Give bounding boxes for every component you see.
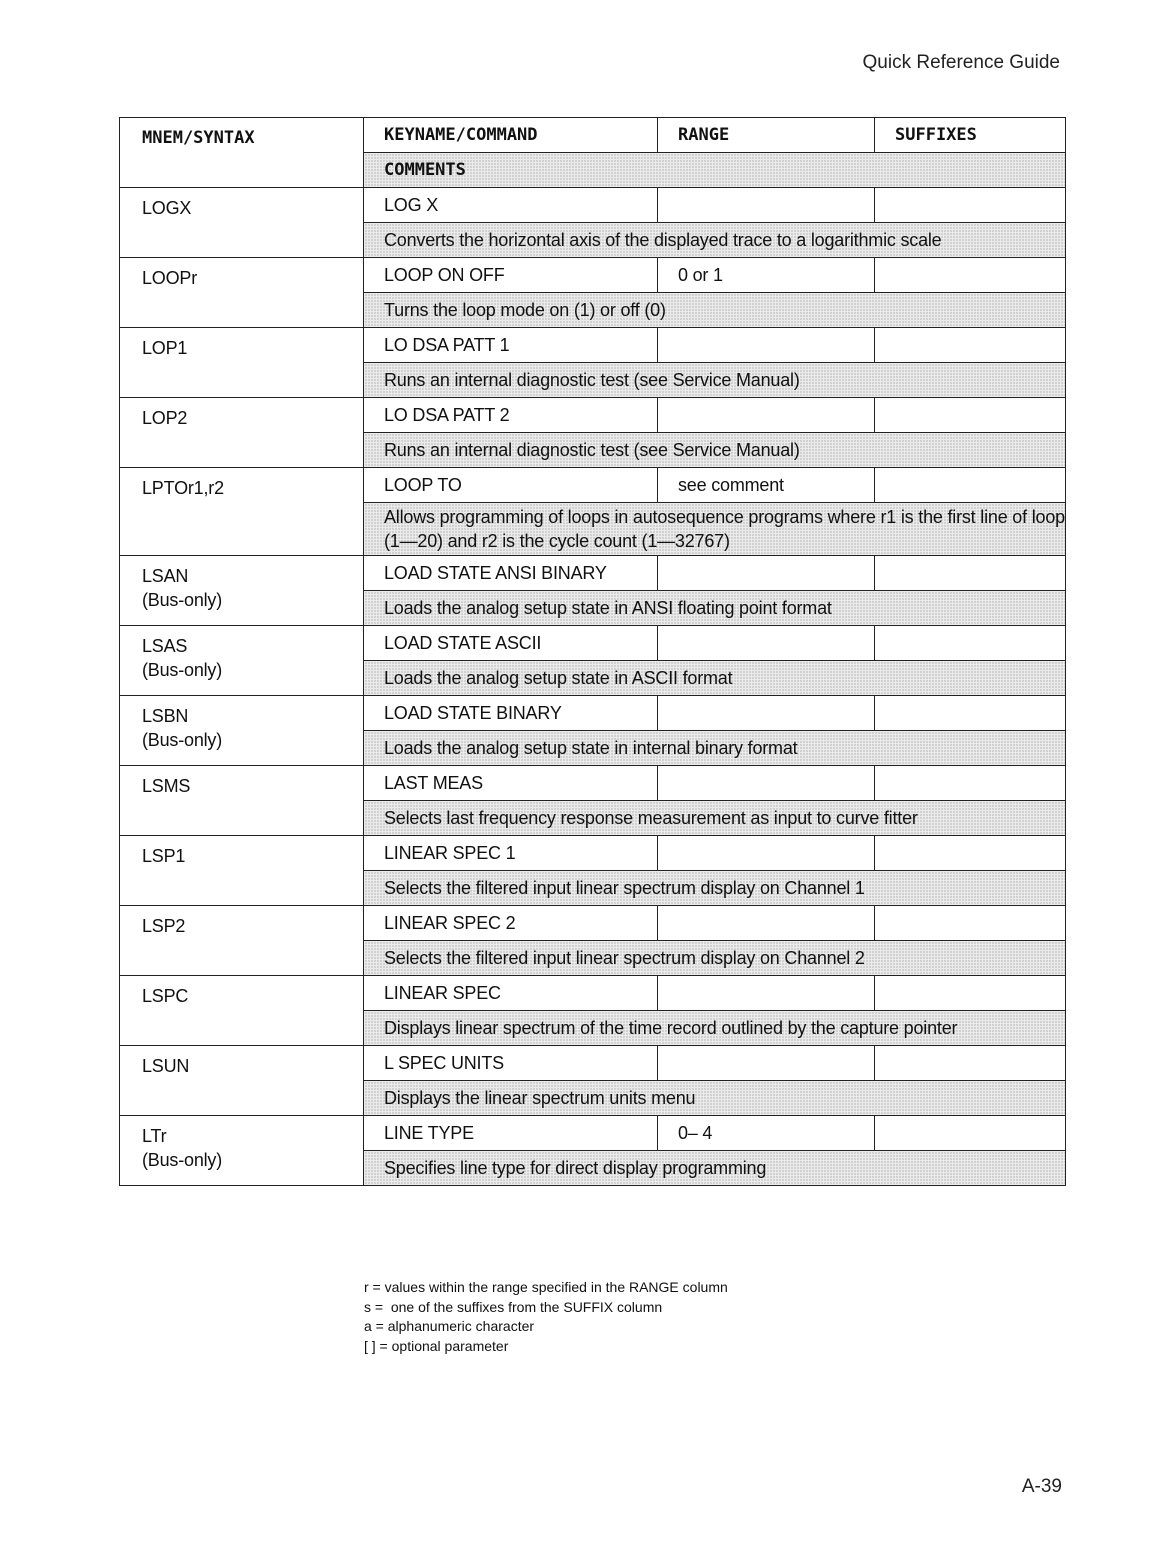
suffixes-cell: [875, 468, 1066, 503]
comment-line: Allows programming of loops in autosequence programs where r1 is the first line of loop: [384, 507, 1065, 527]
mnem-cell: [120, 766, 364, 836]
mnem-cell: [120, 836, 364, 906]
comment-cell: Runs an internal diagnostic test (see Service Manual): [364, 363, 1066, 398]
legend-item: s = one of the suffixes from the SUFFIX column: [364, 1298, 663, 1315]
mnemonic: LSMS: [142, 776, 191, 796]
suffixes-cell: [875, 1116, 1066, 1151]
suffixes-cell: [875, 188, 1066, 223]
mnem-cell: [120, 626, 364, 696]
mnemonic: LOOPr: [142, 268, 198, 288]
table-row: [120, 398, 1066, 433]
mnemonic: LSAN: [142, 566, 189, 586]
page-number: A-39: [1021, 1476, 1062, 1497]
comment-cell: Displays the linear spectrum units menu: [364, 1081, 1066, 1116]
mnemonic: LOGX: [142, 198, 192, 218]
suffixes-cell: [875, 556, 1066, 591]
page-header-title: Quick Reference Guide: [862, 52, 1060, 73]
range-cell: [658, 398, 875, 433]
mnem-cell: [120, 1116, 364, 1186]
mnem-cell: [120, 468, 364, 556]
column-header-keyname: KEYNAME/COMMAND: [364, 118, 658, 153]
suffixes-cell: [875, 766, 1066, 801]
comment-cell: Selects last frequency response measurement as input to curve fitter: [364, 801, 1066, 836]
keyname-cell: LO DSA PATT 1: [364, 328, 658, 363]
table-row: [120, 626, 1066, 661]
range-cell: [658, 556, 875, 591]
mnem-cell: [120, 976, 364, 1046]
keyname-cell: LINEAR SPEC: [364, 976, 658, 1011]
mnemonic: LSAS: [142, 636, 188, 656]
mnemonic: LSP1: [142, 846, 186, 866]
comment-cell: [364, 503, 1066, 556]
table-row: [120, 258, 1066, 293]
keyname-cell: LINEAR SPEC 2: [364, 906, 658, 941]
header-row: [120, 118, 1066, 153]
comment-cell: Runs an internal diagnostic test (see Service Manual): [364, 433, 1066, 468]
mnem-cell: [120, 258, 364, 328]
range-cell: [658, 906, 875, 941]
keyname-cell: LOAD STATE BINARY: [364, 696, 658, 731]
suffixes-cell: [875, 328, 1066, 363]
comment-cell: Loads the analog setup state in internal binary format: [364, 731, 1066, 766]
legend-item: [ ] = optional parameter: [364, 1337, 509, 1354]
table-row: [120, 556, 1066, 591]
suffixes-cell: [875, 696, 1066, 731]
column-header-range: RANGE: [658, 118, 875, 153]
mnem-cell: [120, 328, 364, 398]
range-cell: [658, 976, 875, 1011]
mnemonic: LSBN: [142, 706, 189, 726]
comment-cell: Displays linear spectrum of the time record outlined by the capture pointer: [364, 1011, 1066, 1046]
table-row: [120, 766, 1066, 801]
mnemonic: LSPC: [142, 986, 189, 1006]
mnem-cell: [120, 906, 364, 976]
keyname-cell: LOG X: [364, 188, 658, 223]
keyname-cell: LAST MEAS: [364, 766, 658, 801]
mnemonic: LTr: [142, 1126, 167, 1146]
mnemonic-note: (Bus-only): [142, 660, 223, 680]
suffixes-cell: [875, 626, 1066, 661]
comment-cell: Specifies line type for direct display programming: [364, 1151, 1066, 1186]
suffixes-cell: [875, 906, 1066, 941]
legend: [364, 1278, 728, 1356]
mnemonic-note: (Bus-only): [142, 730, 223, 750]
table-row: [120, 188, 1066, 223]
comment-cell: Selects the filtered input linear spectrum display on Channel 1: [364, 871, 1066, 906]
mnemonic: LSP2: [142, 916, 186, 936]
range-cell: [658, 766, 875, 801]
keyname-cell: L SPEC UNITS: [364, 1046, 658, 1081]
range-cell: see comment: [658, 468, 875, 503]
legend-item: a = alphanumeric character: [364, 1318, 535, 1334]
mnem-cell: [120, 398, 364, 468]
suffixes-cell: [875, 836, 1066, 871]
column-header-mnem: MNEM/SYNTAX: [120, 118, 364, 188]
table-row: [120, 1046, 1066, 1081]
comment-line: (1—20) and r2 is the cycle count (1—32767): [384, 531, 730, 551]
range-cell: [658, 1046, 875, 1081]
range-cell: 0– 4: [658, 1116, 875, 1151]
comment-cell: Turns the loop mode on (1) or off (0): [364, 293, 1066, 328]
table-row: [120, 328, 1066, 363]
mnemonic: LOP2: [142, 408, 188, 428]
column-header-suffixes: SUFFIXES: [875, 118, 1066, 153]
comment-cell: Loads the analog setup state in ASCII format: [364, 661, 1066, 696]
suffixes-cell: [875, 1046, 1066, 1081]
mnemonic: LSUN: [142, 1056, 190, 1076]
table-row: [120, 696, 1066, 731]
range-cell: 0 or 1: [658, 258, 875, 293]
mnemonic-note: (Bus-only): [142, 590, 223, 610]
suffixes-cell: [875, 258, 1066, 293]
keyname-cell: LINEAR SPEC 1: [364, 836, 658, 871]
range-cell: [658, 626, 875, 661]
mnem-cell: [120, 696, 364, 766]
keyname-cell: LOOP ON OFF: [364, 258, 658, 293]
mnemonic-note: (Bus-only): [142, 1150, 223, 1170]
table-row: [120, 468, 1066, 503]
table-row: [120, 976, 1066, 1011]
mnem-cell: [120, 556, 364, 626]
comment-cell: Selects the filtered input linear spectrum display on Channel 2: [364, 941, 1066, 976]
table-row: [120, 836, 1066, 871]
comment-cell: Loads the analog setup state in ANSI floating point format: [364, 591, 1066, 626]
reference-table-body: [120, 118, 1066, 1186]
keyname-cell: LO DSA PATT 2: [364, 398, 658, 433]
range-cell: [658, 188, 875, 223]
table-row: [120, 906, 1066, 941]
range-cell: [658, 836, 875, 871]
range-cell: [658, 328, 875, 363]
legend-item: r = values within the range specified in the RANGE column: [364, 1279, 728, 1295]
range-cell: [658, 696, 875, 731]
keyname-cell: LOOP TO: [364, 468, 658, 503]
comment-cell: Converts the horizontal axis of the displayed trace to a logarithmic scale: [364, 223, 1066, 258]
keyname-cell: LOAD STATE ASCII: [364, 626, 658, 661]
keyname-cell: LINE TYPE: [364, 1116, 658, 1151]
mnem-cell: [120, 188, 364, 258]
column-header-comments: COMMENTS: [364, 153, 1066, 188]
mnemonic: LPTOr1,r2: [142, 478, 224, 498]
suffixes-cell: [875, 976, 1066, 1011]
table-row: [120, 1116, 1066, 1151]
mnem-cell: [120, 1046, 364, 1116]
reference-table: [119, 117, 1066, 1186]
suffixes-cell: [875, 398, 1066, 433]
mnemonic: LOP1: [142, 338, 188, 358]
keyname-cell: LOAD STATE ANSI BINARY: [364, 556, 658, 591]
